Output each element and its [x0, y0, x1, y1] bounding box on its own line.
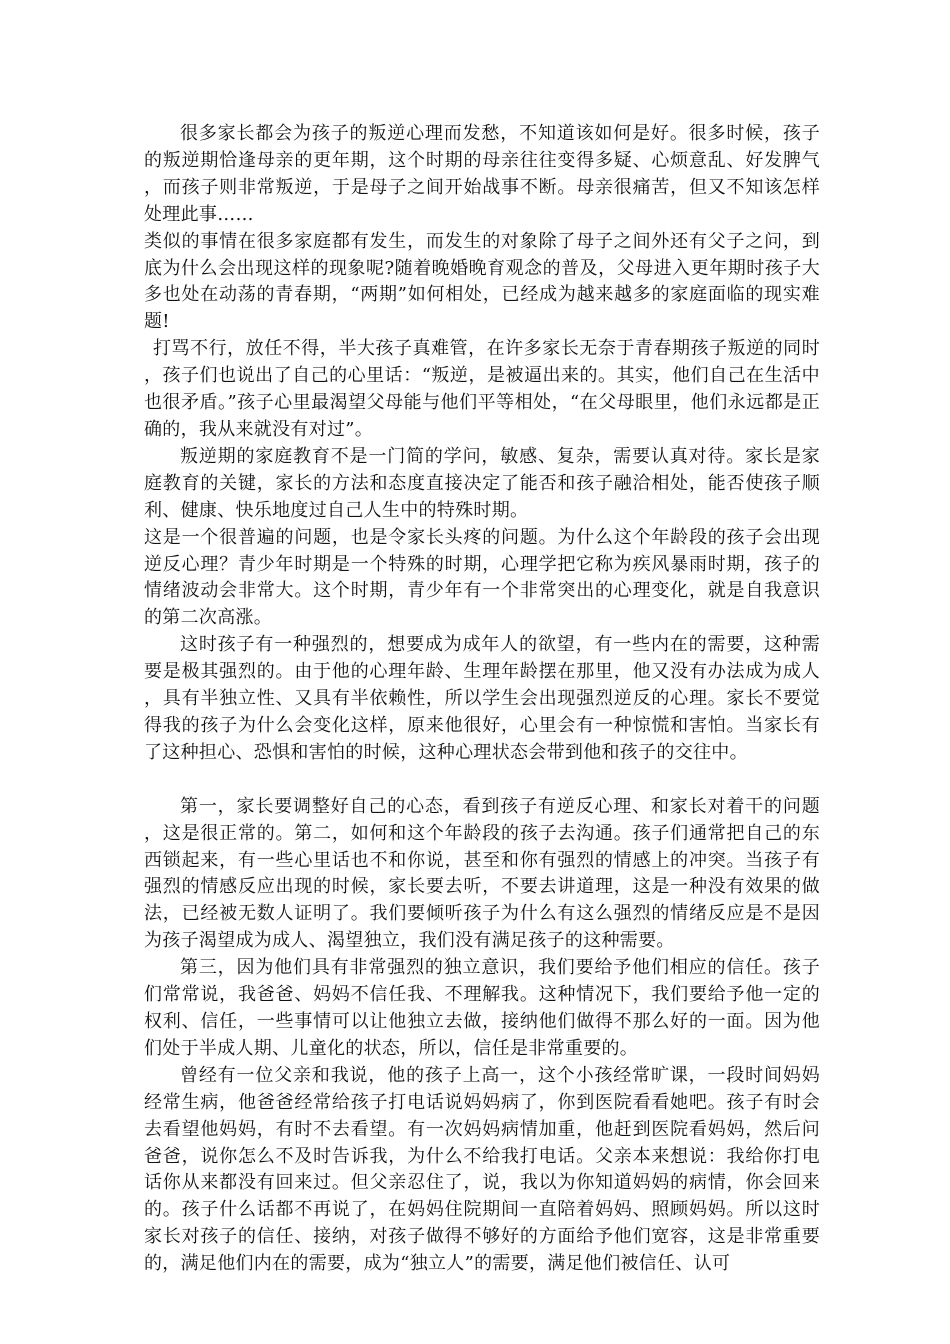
paragraph-6: 这时孩子有一种强烈的，想要成为成年人的欲望，有一些内在的需要，这种需要是极其强烈的。由于他的心理年龄、生理年龄摆在那里，他又没有办法成为成人，具有半独立性、又具有半依赖性，所以学生会出现强烈逆反的心理。家长不要觉得我的孩子为什么会变化这样，原来他很好，心里会有一种惊慌和害怕。当家长有了这种担心、恐惧和害怕的时候，这种心理状态会带到他和孩子的交往中。	[144, 634, 820, 763]
paragraph-5: 这是一个很普遍的问题，也是令家长头疼的问题。为什么这个年龄段的孩子会出现逆反心理？青少年时期是一个特殊的时期，心理学把它称为疾风暴雨时期，孩子的情绪波动会非常大。这个时期，青少年有一个非常突出的心理变化，就是自我意识的第二次高涨。	[144, 526, 820, 629]
paragraph-gap	[144, 767, 820, 794]
paragraph-8: 第三，因为他们具有非常强烈的独立意识，我们要给予他们相应的信任。孩子们常常说，我爸爸、妈妈不信任我、不理解我。这种情况下，我们要给予他一定的权利、信任，一些事情可以让他独立去做，接纳他们做得不那么好的一面。因为他们处于半成人期、儿童化的状态，所以，信任是非常重要的。	[144, 957, 820, 1059]
document-body	[144, 121, 820, 1278]
paragraph-9: 曾经有一位父亲和我说，他的孩子上高一，这个小孩经常旷课，一段时间妈妈经常生病，他爸爸经常给孩子打电话说妈妈病了，你到医院看看她吧。孩子有时会去看望他妈妈，有时不去看望。有一次妈妈病情加重，他赶到医院看妈妈，然后问爸爸，说你怎么不及时告诉我，为什么不给我打电话。父亲本来想说：我给你打电话你从来都没有回来过。但父亲忍住了，说，我以为你知道妈妈的病情，你会回来的。孩子什么话都不再说了，在妈妈住院期间一直陪着妈妈、照顾妈妈。所以这时家长对孩子的信任、接纳，对孩子做得不够好的方面给予他们宽容，这是非常重要的，满足他们内在的需要，成为“独立人”的需要，满足他们被信任、认可	[144, 1064, 820, 1275]
paragraph-4: 叛逆期的家庭教育不是一门简的学问，敏感、复杂，需要认真对待。家长是家庭教育的关键，家长的方法和态度直接决定了能否和孩子融洽相处，能否使孩子顺利、健康、快乐地度过自己人生中的特殊时期。	[144, 445, 820, 521]
paragraph-2: 类似的事情在很多家庭都有发生，而发生的对象除了母子之间外还有父子之问，到底为什么会出现这样的现象呢?随着晚婚晚育观念的普及，父母进入更年期时孩子大多也处在动荡的青春期，“两期”如何相处，已经成为越来越多的家庭面临的现实难题!	[144, 230, 820, 333]
paragraph-3: 打骂不行，放任不得，半大孩子真难管，在许多家长无奈于青春期孩子叛逆的同时，孩子们也说出了自己的心里话：“叛逆，是被逼出来的。其实，他们自己在生活中也很矛盾。”孩子心里最渴望父母能与他们平等相处，“在父母眼里，他们永远都是正确的，我从来就没有对过”。	[144, 338, 820, 440]
paragraph-1: 很多家长都会为孩子的叛逆心理而发愁，不知道该如何是好。很多时候，孩子的叛逆期恰逢母亲的更年期，这个时期的母亲往往变得多疑、心烦意乱、好发脾气，而孩子则非常叛逆，于是母子之间开始战事不断。母亲很痛苦，但又不知该怎样处理此事……	[144, 123, 820, 225]
paragraph-7: 第一，家长要调整好自己的心态，看到孩子有逆反心理、和家长对着干的问题，这是很正常的。第二，如何和这个年龄段的孩子去沟通。孩子们通常把自己的东西锁起来，有一些心里话也不和你说，甚至和你有强烈的情感上的冲突。当孩子有强烈的情感反应出现的时候，家长要去听，不要去讲道理，这是一种没有效果的做法，已经被无数人证明了。我们要倾听孩子为什么有这么强烈的情绪反应是不是因为孩子渴望成为成人、渴望独立，我们没有满足孩子的这种需要。	[144, 795, 820, 952]
